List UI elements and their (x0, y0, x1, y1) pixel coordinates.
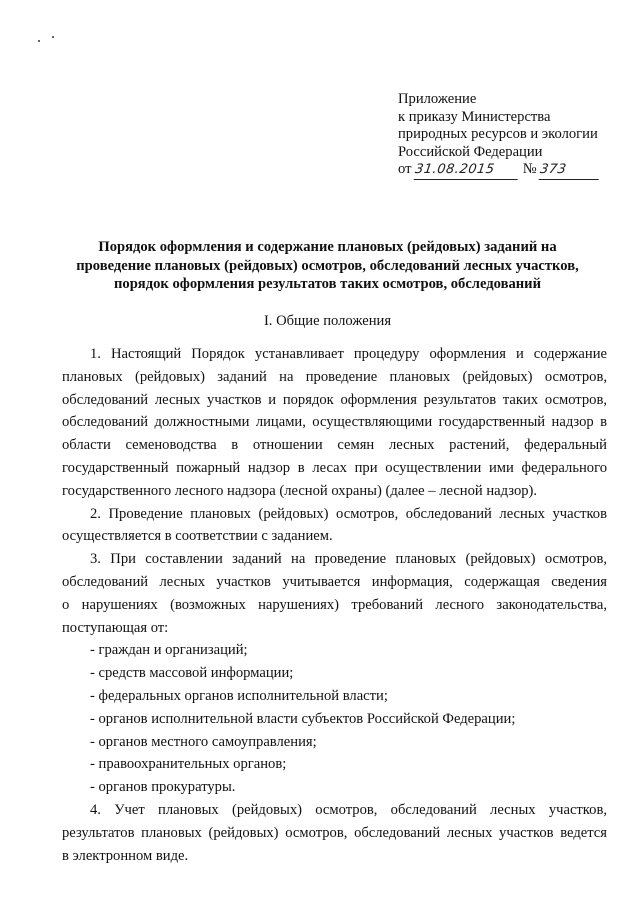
appendix-block (398, 91, 600, 180)
paragraph-1-line: обследований должностными лицами, осуществляющими государственный надзор в (62, 414, 607, 431)
paragraph-1-line: обследований лесных участков и порядок оформления результатов таких осмотров, (62, 391, 607, 408)
list-item: - граждан и организаций; (90, 642, 248, 659)
paragraph-1-line: государственный пожарный надзор в лесах при осуществлении ими федерального (62, 459, 607, 476)
paragraph-3-line: 3. При составлении заданий на проведение плановых (рейдовых) осмотров, (90, 551, 607, 568)
order-reference (398, 161, 600, 180)
paragraph-1-line: области семеноводства в отношении семян лесных растений, федеральный (62, 437, 607, 454)
title-line: проведение плановых (рейдовых) осмотров, обследований лесных участков, (76, 257, 579, 274)
list-item: - средств массовой информации; (90, 665, 294, 682)
paragraph-4-line: 4. Учет плановых (рейдовых) осмотров, обследований лесных участков, (90, 801, 607, 818)
paragraph-1-line: плановых (рейдовых) заданий на проведение плановых (рейдовых) осмотров, (62, 368, 607, 385)
paragraph-4-line: результатов плановых (рейдовых) осмотров, обследований лесных участков ведется (62, 824, 607, 841)
document-body (62, 343, 607, 867)
list-item: - федеральных органов исполнительной власти; (90, 687, 388, 704)
number-sign: № (522, 161, 537, 177)
order-number-handwritten: 373 (539, 161, 602, 180)
paragraph-1-line: 1. Настоящий Порядок устанавливает процедуру оформления и содержание (90, 346, 607, 362)
list-item: - правоохранительных органов; (90, 756, 287, 773)
appendix-line: природных ресурсов и экологии (398, 126, 598, 142)
section-heading: I. Общие положения (263, 313, 392, 329)
scan-speck (38, 40, 40, 42)
title-line: Порядок оформления и содержание плановых (рейдовых) заданий на (98, 239, 557, 255)
appendix-line: к приказу Министерства (398, 108, 551, 125)
paragraph-1-line: государственного лесного надзора (лесной охраны) (далее – лесной надзор). (62, 482, 538, 499)
title-line: порядок оформления результатов таких осмотров, обследований (113, 276, 541, 292)
paragraph-2-line: осуществляется в соответствии с заданием. (62, 528, 333, 545)
paragraph-3-line: поступающая от: (62, 619, 169, 636)
paragraph-3-line: обследований лесных участков учитывается информация, содержащая сведения (62, 573, 607, 590)
list-item: - органов местного самоуправления; (90, 733, 317, 750)
paragraph-2-line: 2. Проведение плановых (рейдовых) осмотров, обследований лесных участков (90, 505, 607, 522)
order-date-handwritten: 31.08.2015 (414, 161, 521, 180)
list-item: - органов исполнительной власти субъектов Российской Федерации; (90, 710, 516, 727)
appendix-line: Российской Федерации (398, 143, 543, 160)
order-prefix: от (398, 161, 412, 177)
paragraph-3-line: о нарушениях (возможных нарушениях) требований лесного законодательства, (62, 596, 607, 613)
list-item: - органов прокуратуры. (90, 779, 236, 796)
document-title (60, 238, 595, 294)
scan-speck (52, 36, 54, 38)
paragraph-4-line: в электронном виде. (62, 847, 189, 864)
appendix-line: Приложение (398, 91, 477, 107)
